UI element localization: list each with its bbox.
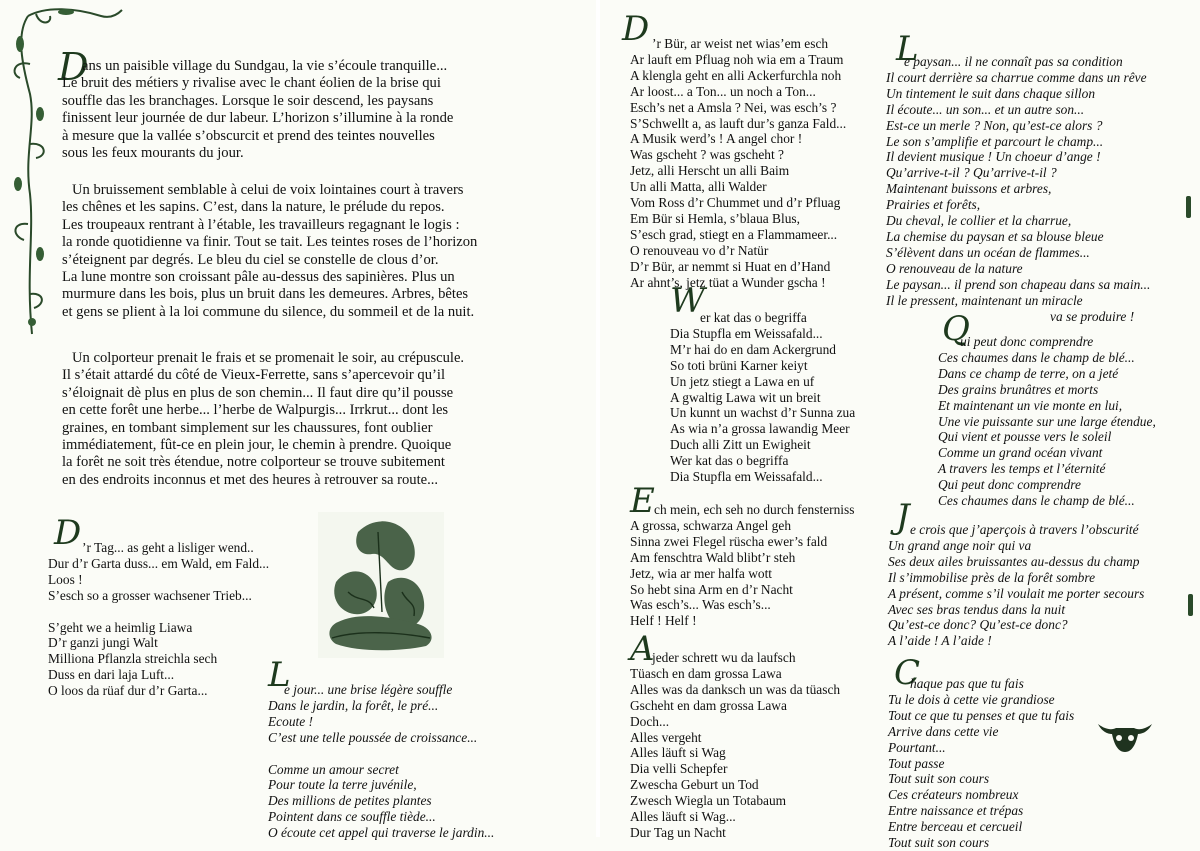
poem-line: Em Bür si Hemla, s’blaua Blus, — [630, 210, 800, 226]
poem-line: Duss en dari laja Luft... — [48, 667, 175, 683]
poem-line: Est-ce un merle ? Non, qu’est-ce alors ? — [886, 117, 1103, 133]
poem-line: Entre berceau et cercueil — [888, 819, 1023, 835]
poem-line: Ar lauft em Pfluag noh wia em a Traum — [630, 51, 844, 67]
paragraph-line: les chênes et les sapins. C’est, dans la nature, le prélude du repos. — [62, 199, 445, 216]
poem-line: Ecoute ! — [268, 713, 313, 729]
poem-2-dropcap: L — [268, 655, 291, 695]
poem-line: Un kunnt un wachst d’r Sunna zua — [670, 405, 856, 421]
poem-line: Des grains brunâtres et morts — [938, 381, 1099, 397]
poem-line: Il écoute... un son... et un autre son... — [886, 101, 1085, 117]
paragraph-line: Le bruit des métiers y rivalise avec le chant éolien de la brise qui — [62, 75, 441, 92]
paragraph-line: la ronde quotidienne va finir. Tout se tait. Les teintes roses de l’horizon — [62, 234, 478, 251]
poem-line: Comme un grand océan vivant — [938, 445, 1103, 461]
paragraph-line: s’éteignent par degrés. Le bleu du ciel se constelle de clous d’or. — [62, 251, 439, 268]
poem-line: Alles was da danksch un was da tüasch — [630, 681, 841, 697]
paragraph-line: sous les feux mourants du jour. — [62, 145, 244, 162]
poem-line: Un alli Matta, alli Walder — [630, 179, 767, 195]
french-poem-1 — [886, 54, 1150, 324]
paragraph-line: en cette forêt une herbe... l’herbe de Walpurgis... Irrkrut... dont les — [62, 402, 449, 419]
poem-line: A Musik werd’s ! A angel chor ! — [630, 131, 803, 147]
poem-line — [48, 604, 269, 620]
poem-line: Milliona Pflanzla streichla sech — [48, 651, 218, 667]
poem-line: A présent, comme s’il voulait me porter secours — [888, 585, 1145, 601]
french-poem-2 — [938, 334, 1156, 509]
poem-line: er kat das o begriffa — [700, 310, 807, 325]
paragraph-line: à mesure que la vallée s’obscurcit et prend des teintes nouvelles — [62, 127, 435, 144]
paragraph-line: graines, en tombant simplement sur les chaussures, font oublier — [62, 419, 433, 436]
paragraph-1 — [62, 58, 453, 162]
poem-line: Alles vergeht — [630, 729, 702, 745]
poem-line: O renouveau vo d’r Natür — [630, 242, 769, 258]
paragraph-line: Un bruissement semblable à celui de voix lointaines court à travers — [72, 182, 464, 198]
poem-line: Qu’arrive-t-il ? Qu’arrive-t-il ? — [886, 165, 1057, 181]
poem-line: As wia n’a grossa lawandig Meer — [670, 421, 850, 437]
french-3-dropcap: J — [896, 497, 910, 537]
poem-line: A l’aide ! A l’aide ! — [888, 633, 992, 649]
poem-1-dropcap: D — [54, 513, 82, 553]
poem-line: Un jetz stiegt a Lawa en uf — [670, 373, 815, 389]
alsatian-1-dropcap: D — [622, 9, 650, 49]
poem-line: e paysan... il ne connaît pas sa condition — [904, 54, 1123, 69]
poem-line: Dia Stupfla em Weissafald... — [670, 469, 823, 485]
poem-line: Pourtant... — [888, 739, 946, 755]
poem-line: Tout passe — [888, 755, 945, 771]
poem-line: Zwescha Geburt un Tod — [630, 777, 759, 793]
poem-line: Du cheval, le collier et la charrue, — [886, 213, 1072, 229]
poem-line: Et maintenant un vie monte en lui, — [938, 397, 1123, 413]
french-2-dropcap: Q — [942, 309, 970, 349]
poem-line: Il le pressent, maintenant un miracle — [886, 292, 1083, 308]
poem-line: Dans le jardin, la forêt, le pré... — [268, 697, 439, 713]
poem-line: Un tintement le suit dans chaque sillon — [886, 85, 1096, 101]
poem-line: D’r Bür, ar nemmt si Huat en d’Hand — [630, 258, 831, 274]
paragraph-1-dropcap: D — [58, 45, 89, 89]
alsatian-poem-3 — [630, 502, 854, 629]
poem-line: Tout ce que tu penses et que tu fais — [888, 707, 1075, 723]
poem-line: S’esch so a grosser wachsener Trieb... — [48, 587, 252, 603]
left-page — [0, 0, 596, 841]
poem-line: Dans ce champ de terre, on a jeté — [938, 365, 1119, 381]
poem-line: Tu le dois à cette vie grandiose — [888, 691, 1055, 707]
poem-line: Prairies et forêts, — [886, 197, 981, 213]
poem-line: O renouveau de la nature — [886, 260, 1023, 276]
poem-line — [268, 746, 494, 762]
alsatian-3-dropcap: E — [630, 481, 655, 521]
paragraph-line: Les troupeaux rentrant à l’étable, les travailleurs regagnant le logis : — [62, 216, 460, 233]
poem-line: Ces créateurs nombreux — [888, 787, 1019, 803]
paragraph-line: La lune montre son croissant pâle au-dessus des sapinières. Plus un — [62, 269, 455, 286]
alsatian-poem-1 — [630, 36, 846, 291]
poem-line: Doch... — [630, 713, 670, 729]
poem-line: Un grand ange noir qui va — [888, 537, 1032, 553]
poem-line: O écoute cet appel qui traverse le jardin... — [268, 825, 495, 841]
poem-line: A gwaltig Lawa wit un breit — [670, 389, 821, 405]
poem-line: Vom Ross d’r Chummet und d’r Pfluag — [630, 195, 841, 211]
poem-line: S’esch grad, stiegt en a Flammameer... — [630, 226, 838, 242]
paragraph-line: Un colporteur prenait le frais et se promenait le soir, au crépuscule. — [72, 350, 465, 366]
poem-line: So hebt sina Arm en d’r Nacht — [630, 581, 793, 597]
skull-ornament-icon — [1092, 716, 1158, 756]
poem-line: Une vie puissante sur une large étendue, — [938, 413, 1156, 429]
poem-line: ui peut donc comprendre — [960, 334, 1094, 349]
poem-line: S’élèvent dans un océan de flammes... — [886, 244, 1090, 260]
french-poem-3 — [888, 522, 1144, 649]
poem-line: e jour... une brise légère souffle — [284, 682, 453, 697]
poem-line: D’r ganzi jungi Walt — [48, 635, 158, 651]
poem-line: C’est une telle poussée de croissance... — [268, 729, 478, 745]
poem-line: Gscheht en dam grossa Lawa — [630, 697, 787, 713]
poem-line: Tüasch en dam grossa Lawa — [630, 665, 782, 681]
paragraph-line: ans un paisible village du Sundgau, la vie s’écoule tranquille... — [82, 58, 448, 74]
poem-line: Jetz, alli Herscht un alli Baim — [630, 163, 790, 179]
paragraph-line: souffle das les branchages. Lorsque le soir descend, les paysans — [62, 92, 434, 109]
poem-line: A grossa, schwarza Angel geh — [630, 517, 792, 533]
poem-line: A travers les temps et l’éternité — [938, 461, 1106, 477]
french-1-dropcap: L — [896, 29, 919, 69]
poem-line: Le paysan... il prend son chapeau dans sa main... — [886, 276, 1151, 292]
paragraph-3 — [62, 350, 464, 489]
poem-line: Dur d’r Garta duss... em Wald, em Fald... — [48, 555, 270, 571]
poem-line: S’geht we a heimlig Liawa — [48, 619, 193, 635]
alsatian-poem-left — [48, 540, 269, 699]
poem-line: Ces chaumes dans le champ de blé... — [938, 493, 1135, 509]
poem-line: e crois que j’aperçois à travers l’obscurité — [910, 522, 1139, 537]
poem-line: Duch alli Zitt un Ewigheit — [670, 437, 811, 453]
poem-line: Des millions de petites plantes — [268, 793, 432, 809]
poem-line: A klengla geht en alli Ackerfurchla noh — [630, 67, 842, 83]
paragraph-line: la forêt ne soit très étendue, notre colporteur se trouve subitement — [62, 454, 445, 471]
paragraph-line: finissent leur journée de dur labeur. L’horizon s’illumine à la ronde — [62, 110, 454, 127]
poem-line: Sinna zwei Flegel rüscha ewer’s fald — [630, 533, 828, 549]
alsatian-2-dropcap: W — [670, 281, 705, 321]
alsatian-poem-2 — [670, 310, 855, 485]
alsatian-poem-4 — [630, 650, 840, 841]
french-poem-4 — [888, 676, 1074, 851]
poem-line: Dur Tag un Nacht — [630, 824, 726, 840]
poem-line: Loos ! — [48, 571, 83, 587]
poem-line: haque pas que tu fais — [910, 676, 1024, 691]
margin-mark — [1188, 594, 1193, 616]
forest-figures-illustration-icon — [318, 512, 444, 658]
poem-line: Il court derrière sa charrue comme dans un rêve — [886, 69, 1147, 85]
paragraph-2 — [62, 182, 477, 321]
poem-line: Tout suit son cours — [888, 771, 990, 787]
poem-line: Alles läuft si Wag... — [630, 809, 736, 825]
poem-line: M’r hai do en dam Ackergrund — [670, 341, 836, 357]
poem-line: ’r Bür, ar weist net wias’em esch — [652, 36, 829, 51]
poem-line: jeder schrett wu da laufsch — [652, 650, 796, 665]
paragraph-line: immédiatement, fût-ce en plein jour, le chemin à prendre. Quoique — [62, 437, 452, 454]
poem-line: Helf ! Helf ! — [630, 613, 697, 629]
poem-line: Maintenant buissons et arbres, — [886, 181, 1052, 197]
poem-line: So toti brüni Karner keiyt — [670, 357, 808, 373]
poem-line: Alles läuft si Wag — [630, 745, 726, 761]
poem-line: Dia velli Schepfer — [630, 761, 728, 777]
poem-line: Comme un amour secret — [268, 761, 399, 777]
poem-line: Entre naissance et trépas — [888, 803, 1024, 819]
paragraph-line: murmure dans les bois, plus un bruit dans les demeures. Arbres, bêtes — [62, 286, 469, 303]
right-page — [600, 0, 1200, 851]
paragraph-line: et gens se plient à la loi commune du silence, du sommeil et de la nuit. — [62, 303, 475, 320]
paragraph-line: Il s’était attardé du côté de Vieux-Ferrette, sans s’apercevoir qu’il — [62, 367, 445, 384]
poem-line: S’Schwellt a, as lauft dur’s ganza Fald... — [630, 115, 847, 131]
french-poem-left — [268, 682, 494, 841]
poem-line: Qu’est-ce donc? Qu’est-ce donc? — [888, 617, 1068, 633]
paragraph-line: en des endroits inconnus et met des heures à retrouver sa route... — [62, 471, 439, 488]
french-4-dropcap: C — [894, 653, 921, 693]
poem-line: va se produire ! — [1050, 308, 1135, 324]
poem-line: Was gscheht ? was gscheht ? — [630, 147, 784, 163]
poem-line: Arrive dans cette vie — [888, 723, 999, 739]
poem-line: Il s’immobilise près de la forêt sombre — [888, 569, 1096, 585]
poem-line: Tout suit son cours — [888, 835, 990, 851]
poem-line: ch mein, ech seh no durch fensterniss — [654, 502, 855, 517]
poem-line: La chemise du paysan et sa blouse bleue — [886, 228, 1104, 244]
poem-line: Was esch’s... Was esch’s... — [630, 597, 771, 613]
poem-line: Wer kat das o begriffa — [670, 453, 789, 469]
poem-line: Il devient musique ! Un choeur d’ange ! — [886, 149, 1101, 165]
poem-line: Avec ses bras tendus dans la nuit — [888, 601, 1066, 617]
poem-line: Pointent dans ce souffle tiède... — [268, 809, 436, 825]
poem-line: Zwesch Wiegla un Totabaum — [630, 793, 787, 809]
poem-line: Le son s’amplifie et parcourt le champ... — [886, 133, 1104, 149]
poem-line: Am fenschtra Wald blibt’r steh — [630, 549, 796, 565]
poem-line: Ar ahnt’s, jetz tüat a Wunder gscha ! — [630, 274, 826, 290]
poem-line: Ses deux ailes bruissantes au-dessus du champ — [888, 553, 1140, 569]
alsatian-4-dropcap: A — [630, 629, 655, 669]
margin-mark — [1186, 196, 1191, 218]
poem-line: Dia Stupfla em Weissafald... — [670, 325, 823, 341]
poem-line: ’r Tag... as geht a lisliger wend.. — [82, 540, 254, 555]
poem-line: Ar loost... a Ton... un noch a Ton... — [630, 83, 816, 99]
poem-line: Esch’s net a Amsla ? Nei, was esch’s ? — [630, 99, 837, 115]
poem-line: Jetz, wia ar mer halfa wott — [630, 565, 773, 581]
poem-line: Ces chaumes dans le champ de blé... — [938, 349, 1135, 365]
poem-line: Qui peut donc comprendre — [938, 477, 1081, 493]
poem-line: Qui vient et pousse vers le soleil — [938, 429, 1112, 445]
paragraph-line: s’éloignait dè plus en plus de son chemin... Il faut dire qu’il pousse — [62, 384, 454, 401]
poem-line: Pour toute la terre juvénile, — [268, 777, 417, 793]
poem-line: O loos da rüaf dur d’r Garta... — [48, 683, 208, 699]
